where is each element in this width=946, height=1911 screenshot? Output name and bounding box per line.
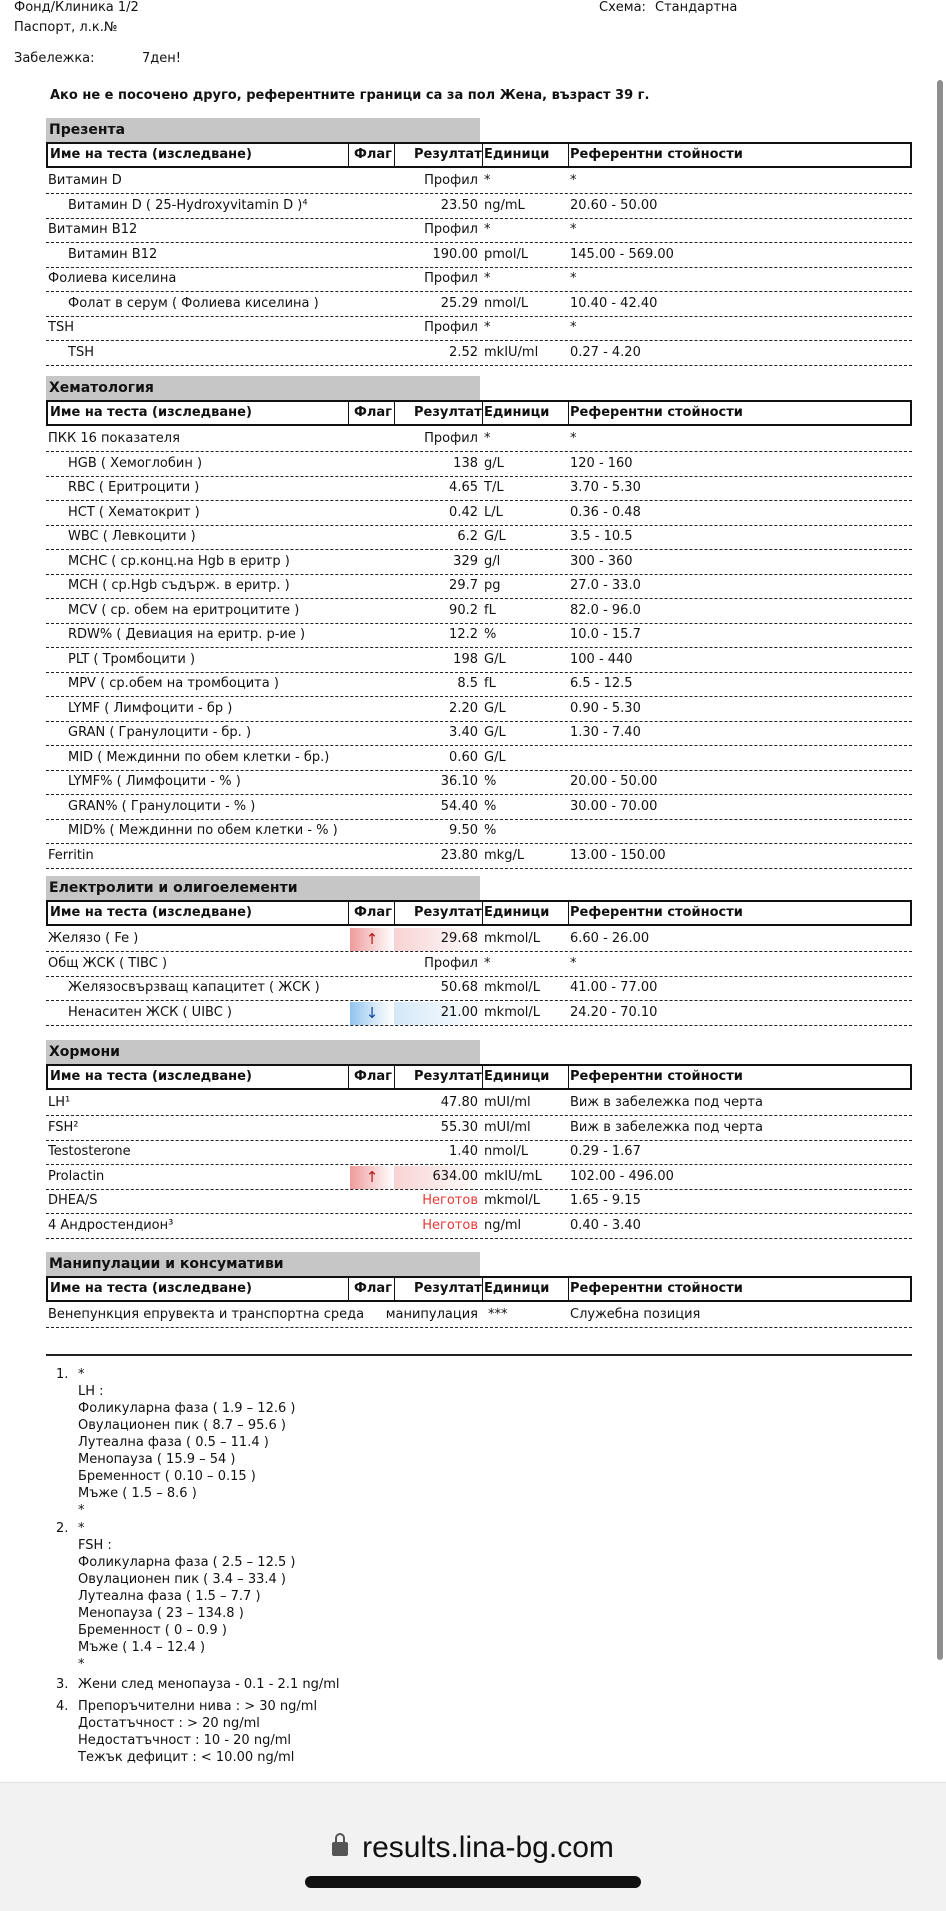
test-reference: *: [570, 955, 577, 971]
footnote-line: Мъже ( 1.5 – 8.6 ): [78, 1486, 197, 1501]
test-name: Витамин D ( 25-Hydroxyvitamin D )⁴: [68, 197, 308, 213]
test-name: LH¹: [48, 1095, 71, 1110]
column-separator: [394, 1278, 395, 1300]
test-result: 12.2: [449, 627, 478, 642]
test-reference: *: [570, 271, 577, 286]
test-name: MCH ( ср.Hgb съдърж. в еритр. ): [68, 578, 290, 593]
footnote-number: 2.: [56, 1521, 69, 1536]
table-row: [46, 219, 912, 243]
header-name: Име на теста (изследване): [50, 1281, 252, 1296]
footnote-line: *: [78, 1367, 85, 1382]
test-units: g/l: [484, 553, 501, 569]
test-reference: 6.60 - 26.00: [570, 931, 650, 946]
test-units: mUI/ml: [484, 1119, 531, 1135]
test-reference: 100 - 440: [570, 651, 633, 667]
test-units: g/L: [484, 455, 504, 471]
arrow-up-icon: ↑: [350, 928, 394, 951]
test-reference: 102.00 - 496.00: [570, 1168, 674, 1184]
test-units: G/L: [484, 725, 506, 740]
footnote-number: 3.: [56, 1677, 69, 1692]
footnote-line: Менопауза ( 23 – 134.8 ): [78, 1606, 244, 1621]
test-name: HGB ( Хемоглобин ): [68, 455, 203, 471]
column-separator: [568, 402, 569, 424]
table-row: [46, 722, 912, 746]
home-indicator[interactable]: [305, 1876, 641, 1888]
test-result: 23.80: [440, 847, 478, 863]
test-units: ***: [488, 1307, 508, 1322]
test-result: 25.29: [440, 295, 478, 311]
test-units: mkIU/mL: [484, 1168, 542, 1184]
test-name: DHEA/S: [48, 1193, 98, 1208]
test-units: pmol/L: [484, 246, 529, 262]
table-row: [46, 820, 912, 844]
test-result: 55.30: [440, 1119, 478, 1135]
test-result: 47.80: [440, 1095, 478, 1110]
footnote-divider: [46, 1354, 912, 1356]
test-units: mkg/L: [484, 847, 525, 863]
test-name: TSH: [68, 344, 94, 360]
test-units: *: [484, 173, 491, 188]
test-name: LYMF ( Лимфоцити - бр ): [68, 700, 233, 716]
column-separator: [348, 902, 349, 924]
test-units: ng/mL: [484, 197, 525, 213]
test-name: MID% ( Междинни по обем клетки - % ): [68, 823, 338, 838]
test-units: nmol/L: [484, 1144, 529, 1159]
footnote-number: 4.: [56, 1699, 69, 1714]
footnote-body: [78, 1676, 340, 1693]
footnote-line: Менопауза ( 15.9 – 54 ): [78, 1452, 236, 1467]
test-result: 8.5: [457, 676, 478, 691]
table-row: [46, 953, 912, 977]
header-result: Резултат: [414, 405, 482, 420]
test-result: Неготов: [422, 1193, 478, 1208]
test-units: fL: [484, 676, 496, 691]
test-name: Ferritin: [48, 847, 94, 863]
column-separator: [394, 902, 395, 924]
footnote-line: Жени след менопауза - 0.1 - 2.1 ng/ml: [78, 1677, 340, 1692]
scrollbar[interactable]: [937, 80, 943, 1660]
test-result: Профил: [424, 955, 478, 971]
table-header: [46, 900, 912, 926]
test-name: ПКК 16 показателя: [48, 431, 180, 446]
column-separator: [394, 1066, 395, 1088]
test-units: G/L: [484, 749, 506, 765]
table-row: [46, 1215, 912, 1239]
header-flag: Флаг: [354, 1069, 392, 1084]
column-separator: [348, 144, 349, 166]
table-row: [46, 928, 912, 952]
test-name: Фолат в серум ( Фолиева киселина ): [68, 295, 319, 311]
footnote-line: *: [78, 1521, 85, 1536]
table-row: [46, 170, 912, 194]
table-row: [46, 342, 912, 366]
column-separator: [568, 144, 569, 166]
footnote-line: Препоръчителни нива : > 30 ng/ml: [78, 1699, 318, 1714]
footnote-line: Лутеална фаза ( 1.5 – 7.7 ): [78, 1589, 261, 1604]
table-row: [46, 526, 912, 550]
table-row: [46, 317, 912, 341]
test-reference: Виж в забележка под черта: [570, 1095, 763, 1110]
table-header: [46, 1276, 912, 1302]
table-row: [46, 624, 912, 648]
test-result: 6.2: [457, 529, 478, 544]
header-reference: Референтни стойности: [570, 1281, 743, 1296]
footnote-number: 1.: [56, 1367, 69, 1382]
header-units: Единици: [484, 405, 550, 420]
test-name: Витамин B12: [48, 222, 138, 237]
footnote-line: Фоликуларна фаза ( 1.9 – 12.6 ): [78, 1401, 296, 1416]
header-units: Единици: [484, 1281, 550, 1296]
test-reference: 1.65 - 9.15: [570, 1193, 641, 1208]
test-result: 2.52: [449, 344, 478, 360]
scheme-value: Стандартна: [655, 0, 738, 15]
test-reference: 3.70 - 5.30: [570, 480, 641, 495]
test-name: GRAN% ( Гранулоцити - % ): [68, 798, 256, 814]
test-reference: 10.40 - 42.40: [570, 295, 658, 311]
table-row: [46, 771, 912, 795]
footnote-line: Овулационен пик ( 3.4 – 33.4 ): [78, 1572, 286, 1587]
test-result: 54.40: [440, 798, 478, 814]
header-flag: Флаг: [354, 1281, 392, 1296]
table-row: [46, 502, 912, 526]
test-reference: *: [570, 431, 577, 446]
test-result: 329: [453, 553, 478, 569]
table-row: [46, 1304, 912, 1328]
footnote-line: FSH :: [78, 1538, 112, 1553]
test-result: 0.42: [449, 504, 478, 520]
footnote-line: Мъже ( 1.4 – 12.4 ): [78, 1640, 206, 1655]
url-display[interactable]: [0, 1831, 946, 1865]
test-units: nmol/L: [484, 295, 529, 311]
test-reference: Служебна позиция: [570, 1307, 701, 1322]
test-name: Общ ЖСК ( TIBC ): [48, 955, 168, 971]
test-name: WBC ( Левкоцити ): [68, 529, 196, 544]
test-reference: 24.20 - 70.10: [570, 1004, 658, 1020]
table-row: [46, 977, 912, 1001]
test-name: TSH: [48, 320, 74, 335]
column-separator: [482, 902, 483, 924]
test-result: Профил: [424, 271, 478, 286]
footnote-line: Овулационен пик ( 8.7 – 95.6 ): [78, 1418, 286, 1433]
test-result: 29.68: [440, 931, 478, 946]
test-result: 50.68: [440, 980, 478, 995]
test-reference: 10.0 - 15.7: [570, 627, 641, 642]
header-result: Резултат: [414, 1281, 482, 1296]
test-name: Prolactin: [48, 1168, 105, 1184]
test-result: 4.65: [449, 480, 478, 495]
test-units: G/L: [484, 700, 506, 716]
test-units: ng/ml: [484, 1217, 522, 1233]
table-row: [46, 575, 912, 599]
table-row: [46, 1166, 912, 1190]
header-flag: Флаг: [354, 147, 392, 162]
test-reference: 82.0 - 96.0: [570, 602, 641, 618]
footnote-body: [78, 1366, 295, 1519]
table-header: [46, 1064, 912, 1090]
table-row: [46, 1092, 912, 1116]
test-result: манипулация: [385, 1307, 478, 1322]
column-separator: [482, 144, 483, 166]
test-reference: 0.27 - 4.20: [570, 344, 641, 360]
test-reference: 300 - 360: [570, 553, 633, 569]
test-name: RDW% ( Девиация на еритр. р-ие ): [68, 627, 306, 642]
footnote-line: Лутеална фаза ( 0.5 – 11.4 ): [78, 1435, 269, 1450]
test-name: Желязосвързващ капацитет ( ЖСК ): [68, 980, 320, 995]
fund-clinic-label: Фонд/Клиника 1/2: [14, 0, 139, 15]
column-separator: [568, 1066, 569, 1088]
test-reference: 6.5 - 12.5: [570, 676, 633, 691]
test-reference: 0.36 - 0.48: [570, 504, 641, 520]
test-result: Профил: [424, 173, 478, 188]
test-units: mkmol/L: [484, 931, 541, 946]
footnote-line: *: [78, 1503, 85, 1518]
test-units: *: [484, 955, 491, 971]
header-units: Единици: [484, 905, 550, 920]
test-name: Желязо ( Fe ): [48, 931, 139, 946]
test-reference: 41.00 - 77.00: [570, 980, 658, 995]
header-reference: Референтни стойности: [570, 1069, 743, 1084]
table-header: [46, 142, 912, 168]
test-result: 23.50: [440, 197, 478, 213]
test-reference: 0.29 - 1.67: [570, 1144, 641, 1159]
test-units: mkmol/L: [484, 1004, 541, 1020]
test-units: %: [484, 774, 497, 789]
test-name: PLT ( Тромбоцити ): [68, 651, 196, 667]
test-reference: 3.5 - 10.5: [570, 529, 633, 544]
table-row: [46, 673, 912, 697]
table-row: [46, 1002, 912, 1026]
section-title: Манипулации и консумативи: [46, 1252, 480, 1276]
test-name: Венепункция епрувекта и транспортна среда: [48, 1307, 365, 1322]
test-result: 29.7: [449, 578, 478, 593]
test-reference: 120 - 160: [570, 455, 633, 471]
test-name: RBC ( Еритроцити ): [68, 480, 200, 495]
footnote-line: Бременност ( 0 – 0.9 ): [78, 1623, 227, 1638]
table-row: [46, 453, 912, 477]
footnote-line: Тежък дефицит : < 10.00 ng/ml: [78, 1750, 295, 1765]
test-units: L/L: [484, 504, 503, 520]
test-units: *: [484, 320, 491, 335]
table-row: [46, 428, 912, 452]
test-result: 90.2: [449, 602, 478, 618]
test-units: mkmol/L: [484, 980, 541, 995]
test-name: Витамин B12: [68, 246, 158, 262]
test-name: MPV ( ср.обем на тромбоцита ): [68, 676, 279, 691]
test-units: %: [484, 798, 497, 814]
test-result: 2.20: [449, 700, 478, 716]
footnote-line: LH :: [78, 1384, 104, 1399]
test-name: 4 Андростендион³: [48, 1217, 174, 1233]
table-row: [46, 600, 912, 624]
test-reference: Виж в забележка под черта: [570, 1119, 763, 1135]
section-title: Хормони: [46, 1040, 480, 1064]
column-separator: [348, 1278, 349, 1300]
table-row: [46, 268, 912, 292]
column-separator: [568, 1278, 569, 1300]
header-units: Единици: [484, 147, 550, 162]
footnote-line: Фоликуларна фаза ( 2.5 – 12.5 ): [78, 1555, 296, 1570]
test-reference: 30.00 - 70.00: [570, 798, 658, 814]
lock-icon: [332, 1842, 348, 1856]
footnote-line: Достатъчност : > 20 ng/ml: [78, 1716, 260, 1731]
header-reference: Референтни стойности: [570, 905, 743, 920]
test-name: Фолиева киселина: [48, 271, 177, 286]
table-row: [46, 845, 912, 869]
test-reference: *: [570, 173, 577, 188]
test-name: MCHC ( ср.конц.на Hgb в еритр ): [68, 553, 290, 569]
test-result: Неготов: [422, 1217, 478, 1233]
table-row: [46, 747, 912, 771]
url-text: results.lina-bg.com: [362, 1831, 614, 1864]
test-units: %: [484, 823, 497, 838]
header-name: Име на теста (изследване): [50, 405, 252, 420]
header-result: Резултат: [414, 905, 482, 920]
footnote-line: *: [78, 1657, 85, 1672]
test-reference: 20.60 - 50.00: [570, 197, 658, 213]
test-reference: 1.30 - 7.40: [570, 725, 641, 740]
note-value: 7ден!: [142, 51, 181, 66]
header-reference: Референтни стойности: [570, 405, 743, 420]
test-result: Профил: [424, 431, 478, 446]
table-row: [46, 551, 912, 575]
header-result: Резултат: [414, 1069, 482, 1084]
table-header: [46, 400, 912, 426]
table-row: [46, 195, 912, 219]
test-reference: 13.00 - 150.00: [570, 847, 666, 863]
test-result: 190.00: [432, 246, 478, 262]
column-separator: [348, 402, 349, 424]
test-reference: 0.90 - 5.30: [570, 700, 641, 716]
footnote-body: [78, 1698, 317, 1766]
note-label: Забележка:: [14, 51, 95, 66]
test-result: Профил: [424, 320, 478, 335]
test-name: Testosterone: [48, 1144, 131, 1159]
column-separator: [482, 1278, 483, 1300]
section-title: Хематология: [46, 376, 480, 400]
header-name: Име на теста (изследване): [50, 147, 252, 162]
table-row: [46, 1117, 912, 1141]
browser-address-bar[interactable]: [0, 1782, 946, 1911]
table-row: [46, 244, 912, 268]
test-result: 198: [453, 651, 478, 667]
section-title: Презента: [46, 118, 480, 142]
test-reference: 0.40 - 3.40: [570, 1217, 641, 1233]
test-units: mkIU/ml: [484, 344, 539, 360]
table-row: [46, 293, 912, 317]
header-result: Резултат: [414, 147, 482, 162]
column-separator: [482, 1066, 483, 1088]
test-units: *: [484, 222, 491, 237]
test-result: 36.10: [440, 774, 478, 789]
test-name: HCT ( Хематокрит ): [68, 504, 200, 520]
table-row: [46, 1190, 912, 1214]
test-units: pg: [484, 578, 501, 593]
test-units: mkmol/L: [484, 1193, 541, 1208]
test-reference: *: [570, 222, 577, 237]
test-reference: *: [570, 320, 577, 335]
arrow-down-icon: ↓: [350, 1002, 394, 1025]
test-name: MCV ( ср. обем на еритроцитите ): [68, 602, 300, 618]
header-name: Име на теста (изследване): [50, 905, 252, 920]
test-units: G/L: [484, 651, 506, 667]
column-separator: [394, 144, 395, 166]
test-units: %: [484, 627, 497, 642]
header-flag: Флаг: [354, 905, 392, 920]
table-row: [46, 477, 912, 501]
footnote-line: Недостатъчност : 10 - 20 ng/ml: [78, 1733, 291, 1748]
footnote-body: [78, 1520, 295, 1673]
section-title: Електролити и олигоелементи: [46, 876, 480, 900]
table-row: [46, 649, 912, 673]
header-units: Единици: [484, 1069, 550, 1084]
test-result: Профил: [424, 222, 478, 237]
test-units: T/L: [484, 480, 504, 495]
passport-label: Паспорт, л.к.№: [14, 20, 118, 35]
test-units: G/L: [484, 529, 506, 544]
table-row: [46, 1141, 912, 1165]
test-units: *: [484, 431, 491, 446]
test-result: 9.50: [449, 823, 478, 838]
header-reference: Референтни стойности: [570, 147, 743, 162]
test-units: fL: [484, 602, 496, 618]
test-result: 1.40: [449, 1144, 478, 1159]
table-row: [46, 796, 912, 820]
scheme-label: Схема:: [599, 0, 646, 15]
test-result: 138: [453, 455, 478, 471]
test-result: 0.60: [449, 749, 478, 765]
test-name: Ненаситен ЖСК ( UIBC ): [68, 1004, 233, 1020]
arrow-up-icon: ↑: [350, 1166, 394, 1189]
header-name: Име на теста (изследване): [50, 1069, 252, 1084]
reference-note: Ако не е посочено друго, референтните граници са за пол Жена, възраст 39 г.: [50, 88, 650, 103]
test-result: 3.40: [449, 725, 478, 740]
column-separator: [482, 402, 483, 424]
test-result: 21.00: [440, 1004, 478, 1020]
footnote-line: Бременност ( 0.10 – 0.15 ): [78, 1469, 256, 1484]
header-flag: Флаг: [354, 405, 392, 420]
test-name: FSH²: [48, 1119, 79, 1135]
test-reference: 20.00 - 50.00: [570, 774, 658, 789]
column-separator: [568, 902, 569, 924]
column-separator: [348, 1066, 349, 1088]
test-name: LYMF% ( Лимфоцити - % ): [68, 774, 241, 789]
test-name: Витамин D: [48, 173, 122, 188]
test-reference: 145.00 - 569.00: [570, 246, 674, 262]
table-row: [46, 698, 912, 722]
test-reference: 27.0 - 33.0: [570, 578, 641, 593]
column-separator: [394, 402, 395, 424]
test-name: MID ( Междинни по обем клетки - бр.): [68, 749, 330, 765]
test-name: GRAN ( Гранулоцити - бр. ): [68, 725, 252, 740]
test-result: 634.00: [432, 1168, 478, 1184]
test-units: *: [484, 271, 491, 286]
test-units: mUI/ml: [484, 1095, 531, 1110]
